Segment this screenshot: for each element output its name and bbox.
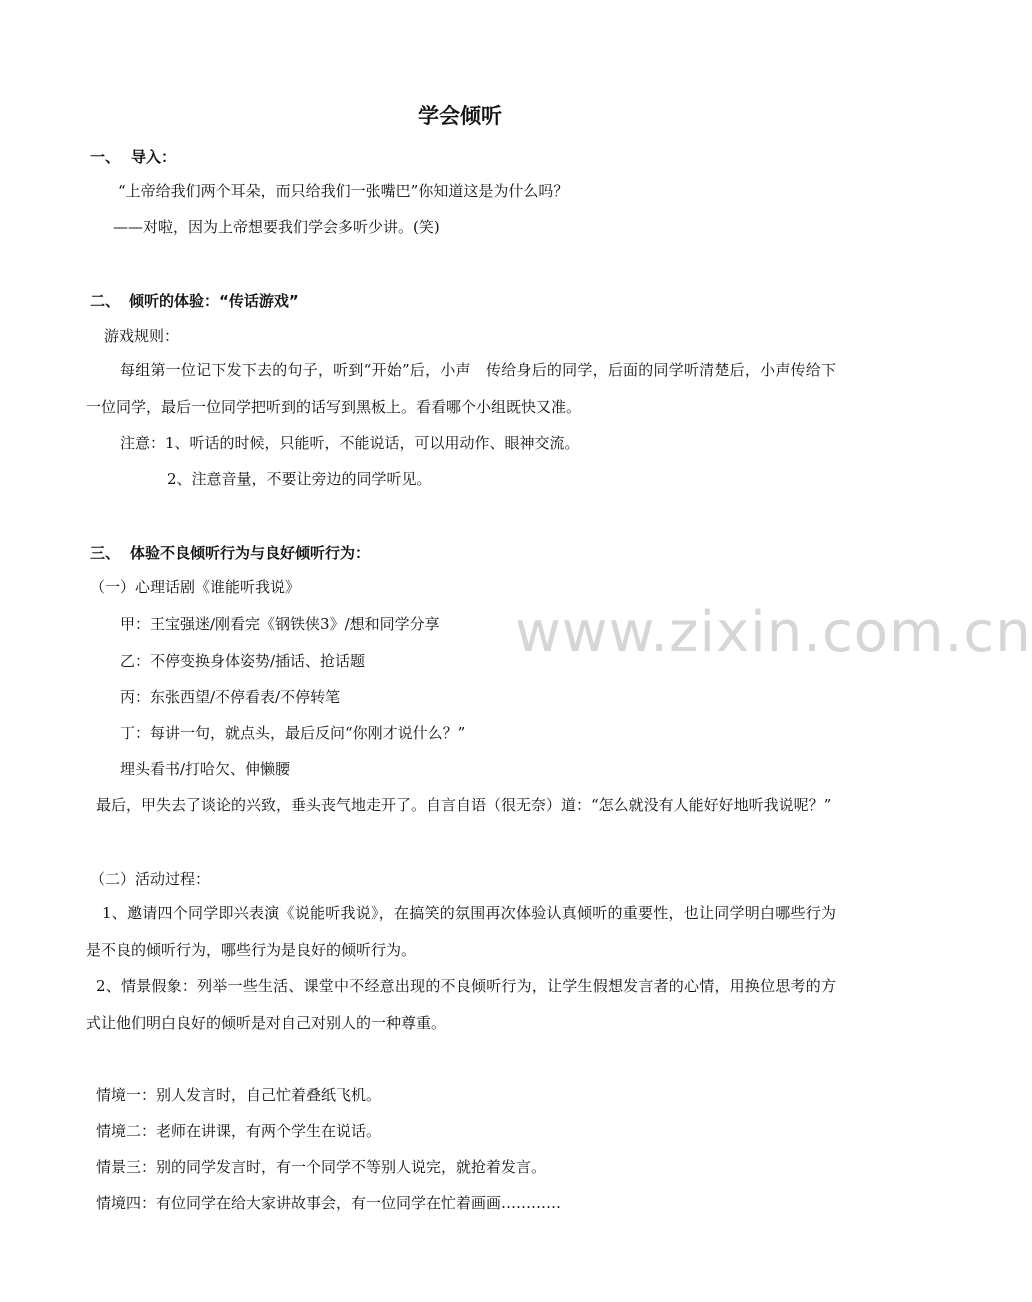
- section2-number: 二、: [90, 292, 121, 310]
- subsection2-heading: （二）活动过程：: [90, 870, 211, 888]
- watermark: www.zixin.com.cn: [515, 600, 1032, 665]
- section1-line1: “上帝给我们两个耳朵，而只给我们一张嘴巴”你知道这是为什么吗？: [118, 182, 569, 200]
- scene-1: 情境一：别人发言时，自己忙着叠纸飞机。: [96, 1086, 382, 1104]
- activity-step-2: 2、情景假象：列举一些生活、课堂中不经意出现的不良倾听行为，让学生假想发言者的心情，用换位思考的方式让他们明白良好的倾听是对自己对别人的一种尊重。: [86, 977, 836, 1032]
- subsection1-heading: （一）心理话剧《谁能听我说》: [90, 578, 301, 596]
- role-jia: 甲：王宝强迷/刚看完《钢铁侠3》/想和同学分享: [120, 615, 440, 633]
- game-rules-label: 游戏规则：: [104, 327, 180, 345]
- role-ding: 丁：每讲一句，就点头，最后反问“你刚才说什么？”: [120, 724, 466, 742]
- section3-number: 三、: [90, 544, 121, 562]
- note-2: 2、注意音量，不要让旁边的同学听见。: [167, 470, 432, 488]
- scene-4: 情境四：有位同学在给大家讲故事会，有一位同学在忙着画画…………: [96, 1194, 562, 1212]
- drama-ending: 最后，甲失去了谈论的兴致，垂头丧气地走开了。自言自语（很无奈）道：“怎么就没有人能好好地听我说呢？”: [96, 796, 832, 814]
- section2-heading: 倾听的体验：“传话游戏”: [129, 292, 299, 310]
- section1-number: 一、: [90, 148, 121, 166]
- game-rules-text: 每组第一位记下发下去的句子，听到“开始”后，小声 传给身后的同学，后面的同学听清楚后，小声传给下一位同学，最后一位同学把听到的话写到黑板上。看看哪个小组既快又准。: [86, 361, 836, 416]
- section3-heading: 体验不良倾听行为与良好倾听行为：: [130, 544, 371, 562]
- role-yi: 乙：不停变换身体姿势/插话、抢话题: [120, 652, 366, 670]
- note-1: 注意：1、听话的时候，只能听，不能说话，可以用动作、眼神交流。: [120, 434, 580, 452]
- page-title: 学会倾听: [418, 104, 502, 128]
- scene-2: 情境二：老师在讲课，有两个学生在说话。: [96, 1122, 382, 1140]
- role-bing: 丙：东张西望/不停看表/不停转笔: [120, 688, 341, 706]
- role-extra: 埋头看书/打哈欠、伸懒腰: [120, 760, 291, 778]
- section1-heading: 导入：: [131, 148, 177, 166]
- activity-step-1: 1、邀请四个同学即兴表演《说能听我说》，在搞笑的氛围再次体验认真倾听的重要性，也让同学明白哪些行为是不良的倾听行为，哪些行为是良好的倾听行为。: [86, 904, 836, 959]
- scene-3: 情景三：别的同学发言时，有一个同学不等别人说完，就抢着发言。: [96, 1158, 547, 1176]
- section1-line2: ——对啦，因为上帝想要我们学会多听少讲。(笑): [113, 218, 440, 236]
